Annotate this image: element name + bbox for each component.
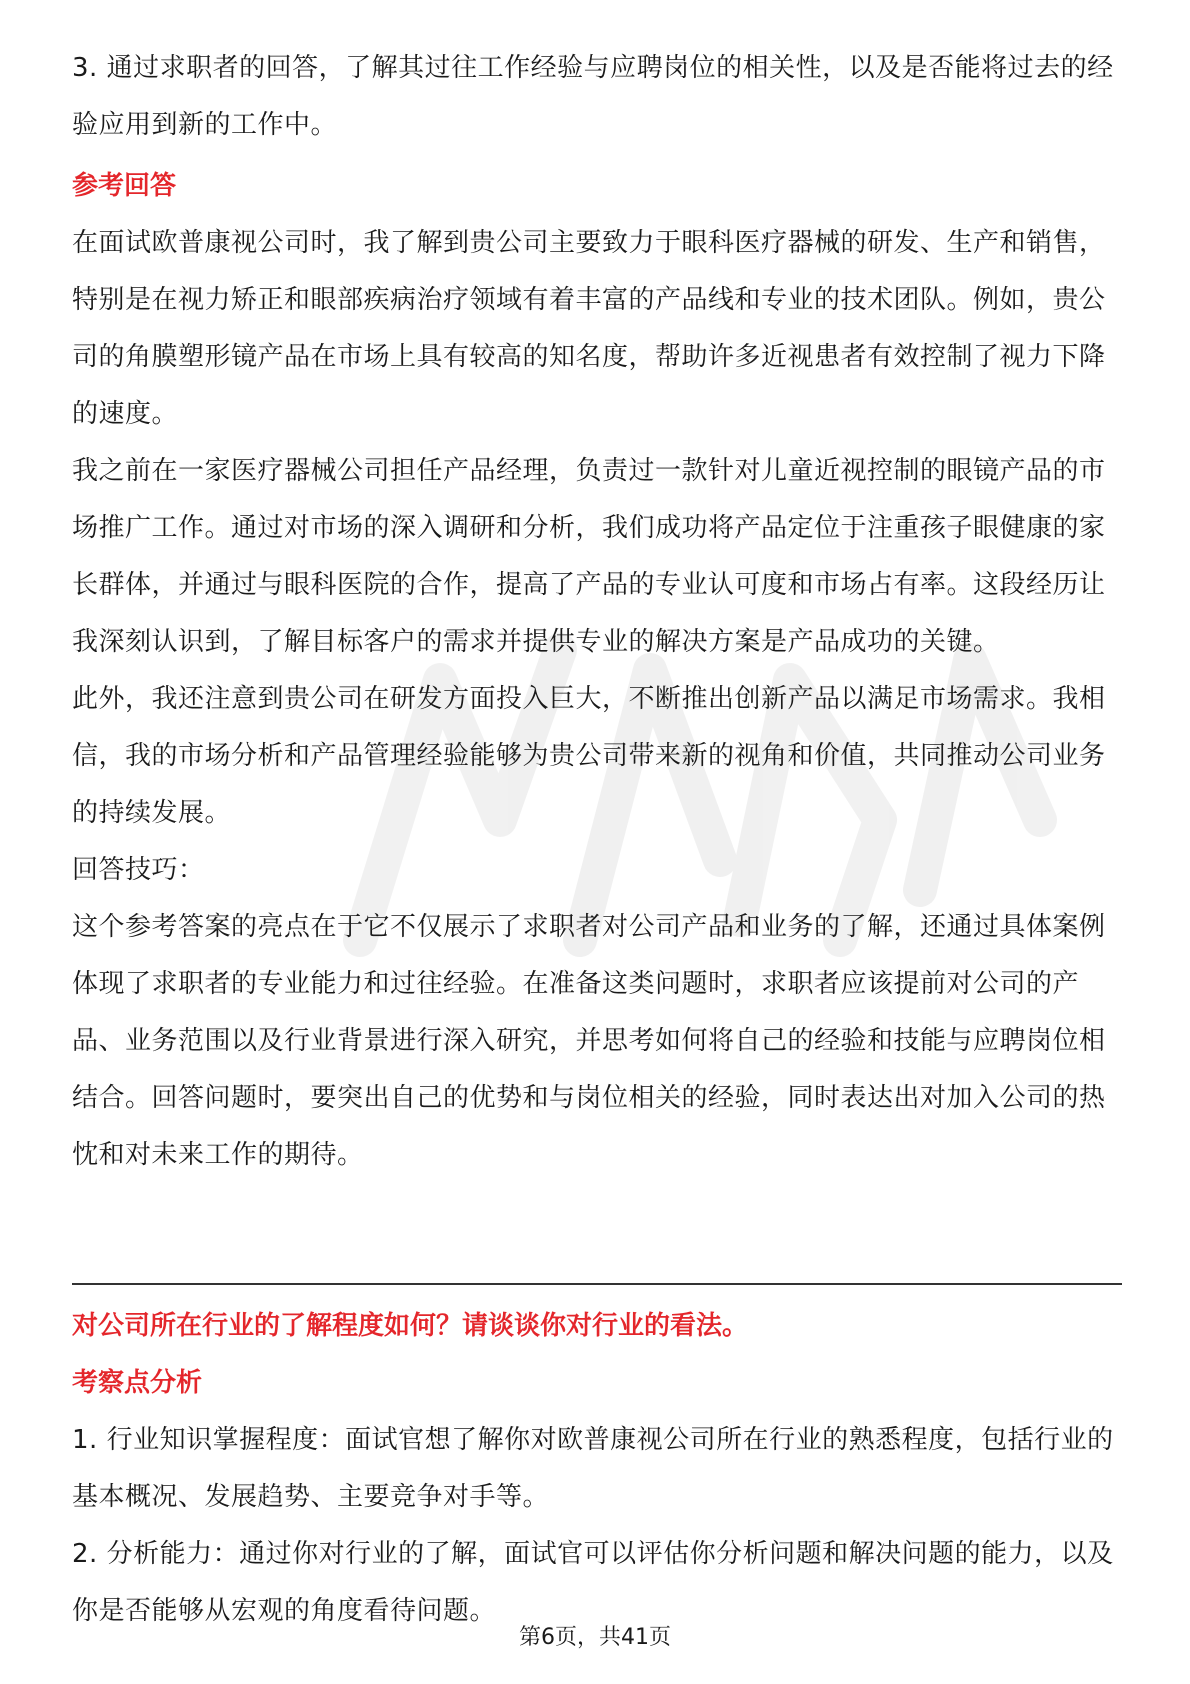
answer-paragraph-1: 在面试欧普康视公司时，我了解到贵公司主要致力于眼科医疗器械的研发、生产和销售，特别是在视力矫正和眼部疾病治疗领域有着丰富的产品线和专业的技术团队。例如，贵公司的角膜塑形镜产品在市场上具有较高的知名度，帮助许多近视患者有效控制了视力下降的速度。 xyxy=(72,228,1106,429)
section-divider xyxy=(72,1283,1122,1285)
analysis-point-1: 1. 行业知识掌握程度：面试官想了解你对欧普康视公司所在行业的熟悉程度，包括行业的基本概况、发展趋势、主要竞争对手等。 xyxy=(72,1425,1114,1512)
reference-answer-heading: 参考回答 xyxy=(72,171,177,201)
answer-paragraph-3: 此外，我还注意到贵公司在研发方面投入巨大，不断推出创新产品以满足市场需求。我相信，我的市场分析和产品管理经验能够为贵公司带来新的视角和价值，共同推动公司业务的持续发展。 xyxy=(72,684,1106,828)
intro-point: 3. 通过求职者的回答，了解其过往工作经验与应聘岗位的相关性，以及是否能将过去的经验应用到新的工作中。 xyxy=(72,53,1114,140)
page-footer: 第6页，共41页 xyxy=(519,1625,671,1650)
analysis-heading: 考察点分析 xyxy=(72,1368,203,1398)
answer-paragraph-2: 我之前在一家医疗器械公司担任产品经理，负责过一款针对儿童近视控制的眼镜产品的市场推广工作。通过对市场的深入调研和分析，我们成功将产品定位于注重孩子眼健康的家长群体，并通过与眼科医院的合作，提高了产品的专业认可度和市场占有率。这段经历让我深刻认识到，了解目标客户的需求并提供专业的解决方案是产品成功的关键。 xyxy=(72,456,1106,657)
tips-label: 回答技巧： xyxy=(72,855,205,885)
tips-text: 这个参考答案的亮点在于它不仅展示了求职者对公司产品和业务的了解，还通过具体案例体现了求职者的专业能力和过往经验。在准备这类问题时，求职者应该提前对公司的产品、业务范围以及行业背景进行深入研究，并思考如何将自己的经验和技能与应聘岗位相结合。回答问题时，要突出自己的优势和与岗位相关的经验，同时表达出对加入公司的热忱和对未来工作的期待。 xyxy=(72,912,1106,1170)
question-title: 对公司所在行业的了解程度如何？请谈谈你对行业的看法。 xyxy=(72,1311,749,1341)
analysis-point-2: 2. 分析能力：通过你对行业的了解，面试官可以评估你分析问题和解决问题的能力，以及你是否能够从宏观的角度看待问题。 xyxy=(72,1539,1114,1626)
document-body xyxy=(72,40,1122,1184)
next-question-section xyxy=(72,1298,1122,1640)
